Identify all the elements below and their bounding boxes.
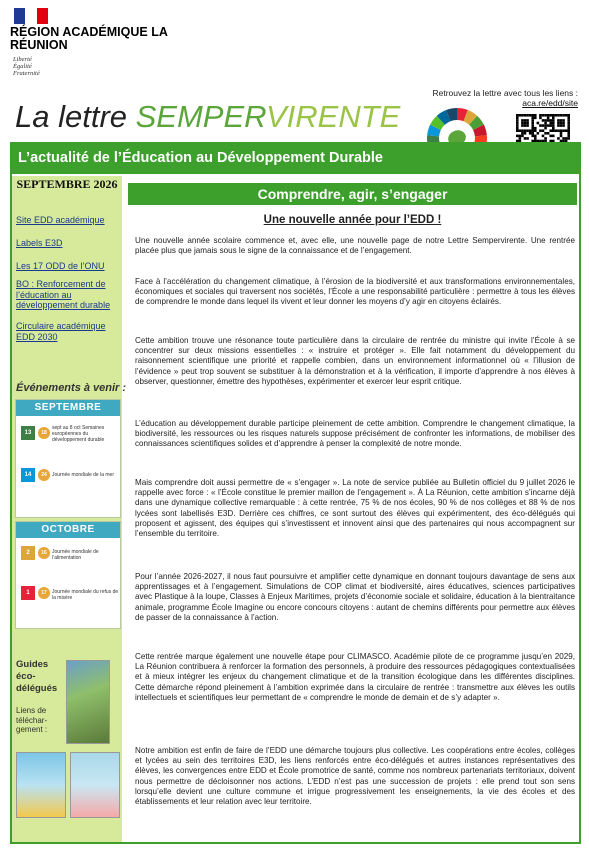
article-title: Une nouvelle année pour l’EDD ! <box>263 214 442 226</box>
guides-download-label: Liens de téléchar-gement : <box>16 706 48 734</box>
section-title: Comprendre, agir, s’engager <box>128 183 577 205</box>
guides-title: Guides éco-délégués <box>16 659 58 694</box>
event-date-badge: 24 <box>38 469 50 481</box>
sdg-2-icon: 2 <box>21 546 35 560</box>
event-date-badge: 16 <box>38 547 50 559</box>
article-paragraph: L’éducation au développement durable participe pleinement de cette ambition. Comprendre le changement climatique, la biodiversité, les ressources ou les risques naturels suppose précisément de confronter les informations, de mobiliser des connaissances scientifiques solides et d’apprendre à penser la complexité de notre monde. <box>135 419 575 449</box>
org-title: RÉGION ACADÉMIQUE LA RÉUNION <box>10 25 168 52</box>
republic-flag-icon <box>14 8 48 24</box>
events-card-september <box>15 399 121 518</box>
sidebar-link-labels-e3d[interactable]: Labels E3D <box>16 238 63 248</box>
article-paragraph: Face à l’accélération du changement climatique, à l’érosion de la biodiversité et aux transformations environnementales, économiques et sociales qui traversent nos sociétés, l’École a une responsabilité particulière : permettre à tous les élèves de comprendre le monde dans lequel ils vivent et leur donner les moyens d’y agir en citoyens éclairés. <box>135 277 575 307</box>
events-card-header: SEPTEMBRE <box>16 400 120 416</box>
sdg-13-icon: 13 <box>21 426 35 440</box>
article-paragraph: Cette rentrée marque également une nouvelle étape pour CLIMASCO. Académie pilote de ce programme jusqu’en 2029, La Réunion contribuera à renforcer la formation des personnels, à produire des ressources pédagogiques contextualisées et à mieux intégrer les enjeux du changement climatique et de la transition écologique dans les différentes disciplines. Cette démarche répond pleinement à l’ambition exprimée dans la circulaire de rentrée : transmettre aux élèves les outils intellectuels et scientifiques leur permettant de « comprendre le monde de demain et de s’y adapter ». <box>135 652 575 702</box>
event-text: Journée mondiale de l’alimentation <box>52 549 99 561</box>
events-card-october <box>15 521 121 629</box>
event-date-badge: 18 <box>38 427 50 439</box>
events-card-header: OCTOBRE <box>16 522 120 538</box>
issue-month: SEPTEMBRE 2026 <box>16 177 118 191</box>
guide-cover-thumbnail[interactable] <box>66 660 110 744</box>
newsletter-site-link[interactable]: aca.re/edd/site <box>522 98 578 108</box>
article-paragraph: Cette ambition trouve une résonance toute particulière dans la circulaire de rentrée du ministre qui invite l’École à se concentrer sur deux missions essentielles : « instruire et protéger ». Elle fait notamment du développement du raisonnement scientifique une priorité et rappelle combien, dans un environnement informationnel où « l’illusion de l’évidence » peut trop souvent se substituer à la démonstration et à la vérification, il importe d’apprendre à nos élèves à observer, questionner, émettre des hypothèses, expérimenter et exercer leur esprit critique. <box>135 336 575 386</box>
event-text: Journée mondiale de la mer <box>52 472 114 478</box>
sdg-14-icon: 14 <box>21 468 35 482</box>
guide-college-thumbnail[interactable] <box>16 752 66 818</box>
sidebar-link-17-odd[interactable]: Les 17 ODD de l’ONU <box>16 261 105 271</box>
sidebar-link-bo[interactable]: BO : Renforcement de l’éducation au développement durable <box>16 279 111 310</box>
article-paragraph: Une nouvelle année scolaire commence et, avec elle, une nouvelle page de notre Lettre Sempervirente. Une rentrée placée plus que jamais sous le signe de la connaissance et de l’engagement. <box>135 236 575 256</box>
sidebar-link-edd-site[interactable]: Site EDD académique <box>16 215 105 225</box>
retrieve-note: Retrouvez la lettre avec tous les liens : aca.re/edd/site <box>395 88 578 108</box>
sidebar-link-circulaire[interactable]: Circulaire académique EDD 2030 <box>16 321 106 342</box>
newsletter-banner: L’actualité de l’Éducation au Développement Durable <box>10 142 581 174</box>
events-title: Événements à venir : <box>16 382 127 394</box>
event-text: Journée mondiale du refus de la misère <box>52 589 119 601</box>
article-paragraph: Notre ambition est enfin de faire de l’EDD une démarche toujours plus collective. Les coopérations entre écoles, collèges et lycées au sein des territoires E3D, les liens renforcés entre éco-délégués et autres instances représentatives des élèves, les convergences entre EDD et École promotrice de santé, comme nos nombreux partenariats territoriaux, doivent nous permettre de décloisonner nos actions. L’EDD n’est pas une succession de projets : elle prend tout son sens lorsqu’elle devient une culture commune et irrigue progressivement les enseignements, la vie des écoles et des établissements et leur relation avec leur territoire. <box>135 746 575 807</box>
article-paragraph: Pour l’année 2026-2027, il nous faut poursuivre et amplifier cette dynamique en donnant toujours davantage de sens aux apprentissages et à l’engagement. Simulations de COP climat et biodiversité, aires éducatives, sciences participatives avec Plastique à la loupe, Classes à Enjeux Maritimes, projets d’économie sociale et solidaire, éducation à la bientraitance animale, programme École Imagine ou encore concours citoyens : autant de chemins différents pour permettre aux élèves de passer de la connaissance à l’action. <box>135 572 575 622</box>
republic-motto: Liberté Égalité Fraternité <box>13 56 40 77</box>
newsletter-masthead: La lettre SEMPERVIRENTE <box>15 99 401 134</box>
event-text: sept au 8 oct Semaines européennes du développement durable <box>52 425 105 443</box>
sdg-1-icon: 1 <box>21 586 35 600</box>
guide-lycee-thumbnail[interactable] <box>70 752 120 818</box>
article-paragraph: Mais comprendre doit aussi permettre de « s’engager ». La note de service publiée au Bulletin officiel du 9 juillet 2026 le rappelle avec force : « l’École constitue le premier maillon de l’engagement ». À La Réunion, cette ambition s’incarne déjà dans une dynamique collective remarquable : à cette rentrée, 75 % de nos écoles, 90 % de nos collèges et 88 % de nos lycées sont labellisés E3D. Derrière ces chiffres, ce sont surtout des élèves qui expérimentent, des éco-délégués qui proposent et agissent, des équipes qui s’investissent et innovent ainsi que des partenaires qui nous accompagnent sur l’ensemble du territoire. <box>135 478 575 539</box>
event-date-badge: 17 <box>38 587 50 599</box>
